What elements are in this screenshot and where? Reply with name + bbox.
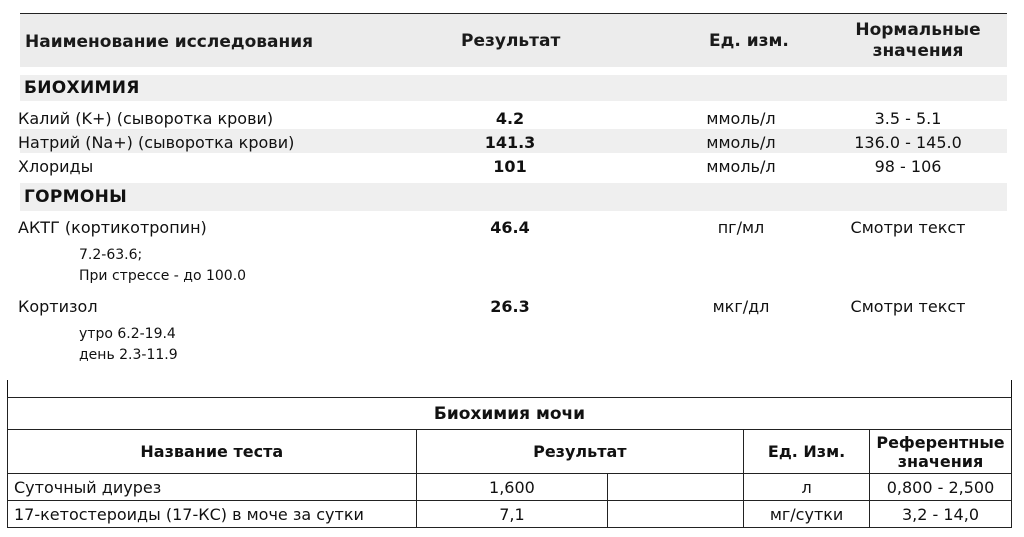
section-band-biochem — [20, 75, 1007, 101]
test-norm: 136.0 - 145.0 — [854, 133, 962, 152]
report-header — [20, 13, 1007, 67]
test-value: 141.3 — [484, 133, 536, 152]
test-value: 1,600 — [416, 474, 608, 501]
test-name: Хлориды — [18, 157, 94, 176]
urine-table — [7, 397, 1012, 528]
table-row — [8, 501, 1012, 528]
test-norm: 98 - 106 — [874, 157, 942, 176]
col-header-ref: Референтные значения — [870, 430, 1012, 474]
table-border — [1011, 380, 1012, 398]
reference-note: 7.2-63.6; При стрессе - до 100.0 — [79, 247, 247, 284]
test-name: 17-кетостероиды (17-КС) в моче за сутки — [8, 501, 417, 528]
section-band-hormones — [20, 183, 1007, 211]
col-header-name: Название теста — [8, 430, 417, 474]
test-name: Кортизол — [18, 297, 98, 316]
test-unit: мкг/дл — [712, 297, 770, 316]
empty-cell — [608, 501, 744, 528]
test-unit: ммоль/л — [706, 133, 776, 152]
test-unit: л — [744, 474, 870, 501]
table-border — [7, 380, 8, 398]
test-value: 4.2 — [495, 109, 525, 128]
test-name: АКТГ (кортикотропин) — [18, 218, 207, 237]
test-unit: ммоль/л — [706, 157, 776, 176]
reference-note: утро 6.2-19.4 день 2.3-11.9 — [79, 326, 178, 363]
header-result: Результат — [461, 31, 561, 51]
header-unit: Ед. изм. — [709, 31, 789, 51]
col-header-unit: Ед. Изм. — [744, 430, 870, 474]
test-value: 46.4 — [490, 218, 530, 237]
test-ref: 0,800 - 2,500 — [870, 474, 1012, 501]
header-name: Наименование исследования — [25, 32, 314, 52]
test-value: 7,1 — [416, 501, 608, 528]
table-row — [8, 474, 1012, 501]
section-title-hormones: ГОРМОНЫ — [24, 187, 128, 207]
test-norm: 3.5 - 5.1 — [874, 109, 942, 128]
test-unit: ммоль/л — [706, 109, 776, 128]
test-unit: пг/мл — [717, 218, 765, 237]
section-title-biochem: БИОХИМИЯ — [24, 78, 140, 98]
test-name: Калий (K+) (сыворотка крови) — [18, 109, 274, 128]
col-header-result: Результат — [416, 430, 744, 474]
test-value: 26.3 — [490, 297, 530, 316]
test-name: Натрий (Na+) (сыворотка крови) — [18, 133, 295, 152]
empty-cell — [608, 474, 744, 501]
test-ref: 3,2 - 14,0 — [870, 501, 1012, 528]
test-norm: Смотри текст — [850, 297, 966, 316]
test-norm: Смотри текст — [850, 218, 966, 237]
header-norm: Нормальные значения — [855, 20, 981, 61]
urine-table-title: Биохимия мочи — [8, 398, 1012, 430]
test-name: Суточный диурез — [8, 474, 417, 501]
test-unit: мг/сутки — [744, 501, 870, 528]
test-value: 101 — [493, 157, 527, 176]
